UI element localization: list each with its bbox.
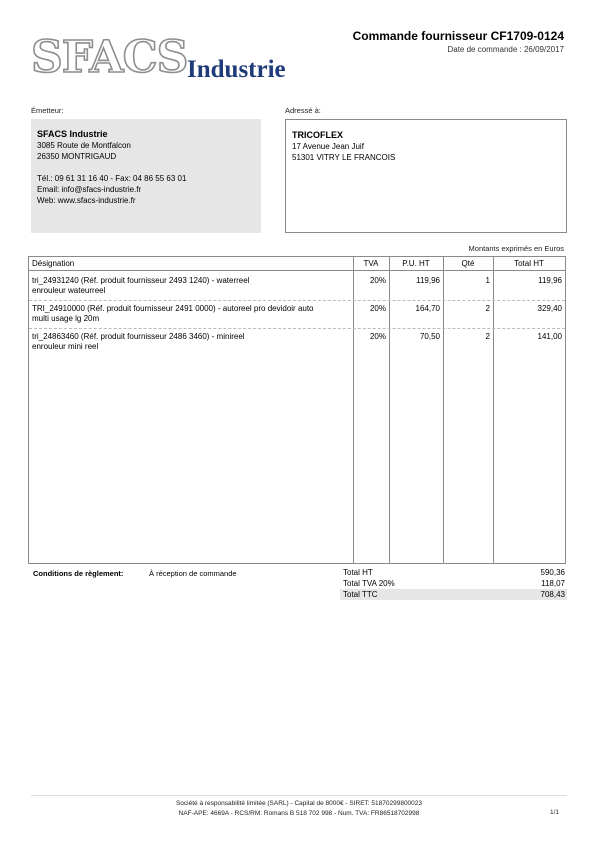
row-designation [32, 332, 350, 352]
document-title: Commande fournisseur CF1709-0124 [352, 29, 564, 43]
header-unit-price: P.U. HT [402, 259, 430, 268]
footer-line-1: Société à responsabilité limitée (SARL) - Capital de 8000€ - SIRET: 51870299800023 [175, 800, 423, 807]
row-unit-price: 70,50 [419, 332, 440, 341]
logo-brand: SFACS [31, 32, 188, 83]
row-designation-line2: multi usage lg 20m [32, 314, 100, 323]
payment-conditions-label: Conditions de règlement: [33, 569, 124, 578]
header-designation: Désignation [32, 259, 75, 268]
recipient-address-2: 51301 VITRY LE FRANCOIS [292, 153, 396, 162]
row-tva: 20% [369, 332, 386, 341]
emitter-address-1: 3085 Route de Montfalcon [37, 141, 131, 150]
emitter-name: SFACS Industrie [37, 129, 108, 139]
total-ttc-value: 708,43 [540, 590, 565, 599]
currency-note: Montants exprimés en Euros [468, 244, 564, 253]
row-tva: 20% [369, 304, 386, 313]
emitter-web: Web: www.sfacs-industrie.fr [37, 196, 136, 205]
total-ht-label: Total HT [343, 568, 373, 577]
header-quantity: Qté [461, 259, 475, 268]
row-total: 141,00 [537, 332, 562, 341]
emitter-phone: Tél.: 09 61 31 16 40 - Fax: 04 86 55 63 01 [37, 174, 187, 183]
total-tva-row [340, 578, 567, 589]
recipient-name: TRICOFLEX [292, 130, 343, 140]
total-ttc-label: Total TTC [343, 590, 378, 599]
total-tva-value: 118,07 [541, 579, 565, 588]
total-tva-label: Total TVA 20% [343, 579, 395, 588]
order-date: Date de commande : 26/09/2017 [447, 45, 564, 54]
page-number: 1/1 [549, 809, 559, 816]
row-designation-line1: tri_24863460 (Réf. produit fournisseur 2486 3460) - minireel [32, 332, 245, 341]
row-quantity: 2 [485, 304, 490, 313]
totals-block [340, 567, 567, 600]
row-total: 119,96 [538, 276, 562, 285]
total-ht-value: 590,36 [540, 568, 565, 577]
recipient-label: Adressé à: [285, 106, 321, 115]
total-ttc-row [340, 589, 567, 600]
emitter-box [31, 119, 261, 233]
recipient-address-1: 17 Avenue Jean Juif [292, 142, 364, 151]
emitter-label: Émetteur: [31, 106, 64, 115]
row-designation [32, 304, 350, 324]
logo-suffix: Industrie [187, 56, 286, 83]
row-designation-line1: tri_24931240 (Réf. produit fournisseur 2493 1240) - waterreel [32, 276, 250, 285]
row-designation-line1: TRI_24910000 (Réf. produit fournisseur 2491 0000) - autoreel pro devidoir auto [32, 304, 314, 313]
payment-conditions-value: À réception de commande [149, 569, 237, 578]
legal-footer [31, 799, 567, 819]
row-tva: 20% [369, 276, 386, 285]
row-designation-line2: enrouleur mini reel [32, 342, 99, 351]
row-unit-price: 119,96 [416, 276, 440, 285]
row-quantity: 2 [485, 332, 490, 341]
row-designation [32, 276, 350, 296]
row-designation-line2: enrouleur wateurreel [32, 286, 106, 295]
footer-line-2: NAF-APE: 4669A - RCS/RM: Romans B 518 702 998 - Num. TVA: FR86518702998 [178, 810, 420, 817]
header-total: Total HT [514, 259, 544, 268]
row-quantity: 1 [485, 276, 490, 285]
row-total: 329,40 [537, 304, 562, 313]
total-ht-row [340, 567, 567, 578]
header-tva: TVA [363, 259, 379, 268]
company-logo [31, 34, 321, 90]
row-unit-price: 164,70 [415, 304, 440, 313]
recipient-box [285, 119, 567, 233]
emitter-address-2: 26350 MONTRIGAUD [37, 152, 117, 161]
items-table [28, 256, 566, 564]
emitter-email: Email: info@sfacs-industrie.fr [37, 185, 142, 194]
